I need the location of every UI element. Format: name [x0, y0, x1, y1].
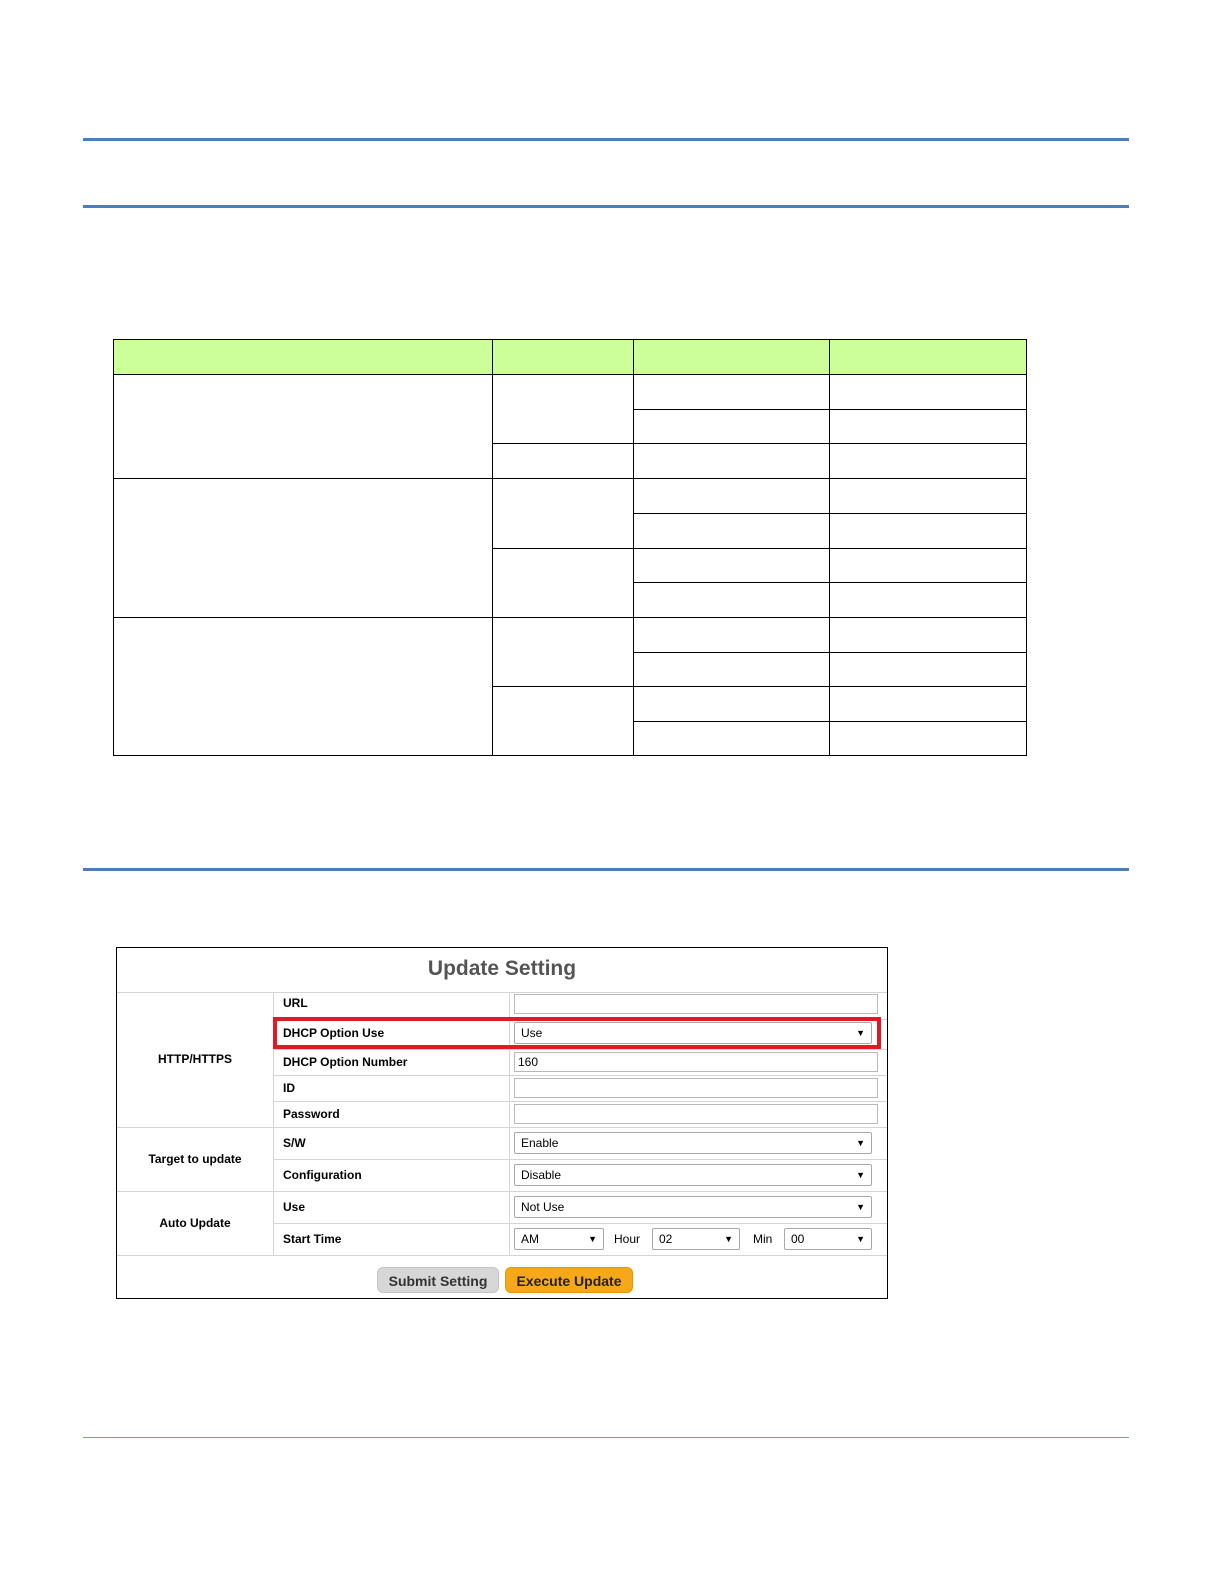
table-cell [113, 478, 493, 618]
row-divider [273, 1075, 887, 1076]
hour-select[interactable] [652, 1228, 740, 1250]
row-divider [273, 1159, 887, 1160]
table-cell [492, 686, 634, 756]
dropdown-arrow-icon: ▼ [856, 1028, 865, 1038]
table-cell [633, 617, 830, 653]
table-header-cell [829, 339, 1027, 375]
empty-table [113, 339, 1027, 756]
table-cell [633, 443, 830, 479]
id-label: ID [283, 1081, 295, 1095]
auto-update-use-label: Use [283, 1200, 306, 1214]
min-label: Min [753, 1232, 773, 1246]
sw-label: S/W [283, 1136, 306, 1150]
dropdown-arrow-icon: ▼ [856, 1170, 865, 1180]
hour-value: 02 [659, 1232, 673, 1246]
table-cell [829, 409, 1027, 444]
update-setting-panel [116, 947, 888, 1299]
table-header-cell [492, 339, 634, 375]
table-cell [633, 409, 830, 444]
table-cell [829, 721, 1027, 756]
table-cell [492, 478, 634, 549]
table-cell [829, 617, 1027, 653]
section-divider [83, 138, 1129, 141]
table-cell [829, 374, 1027, 410]
group-label-target: Target to update [148, 1152, 242, 1166]
table-cell [633, 686, 830, 722]
dropdown-arrow-icon: ▼ [856, 1138, 865, 1148]
group-label-http: HTTP/HTTPS [158, 1052, 232, 1066]
sw-select[interactable] [514, 1132, 872, 1154]
table-cell [829, 478, 1027, 514]
dropdown-arrow-icon: ▼ [856, 1234, 865, 1244]
dhcp-option-number-input[interactable]: 160 [514, 1052, 878, 1072]
table-cell [829, 686, 1027, 722]
min-select[interactable] [784, 1228, 872, 1250]
dhcp-option-use-value: Use [521, 1026, 543, 1040]
table-cell [829, 513, 1027, 549]
configuration-value: Disable [521, 1168, 562, 1182]
dropdown-arrow-icon: ▼ [856, 1202, 865, 1212]
row-divider [117, 1191, 887, 1192]
table-header-cell [113, 339, 493, 375]
configuration-select[interactable] [514, 1164, 872, 1186]
dhcp-option-number-label: DHCP Option Number [283, 1055, 408, 1069]
table-cell [829, 652, 1027, 687]
table-cell [633, 374, 830, 410]
panel-title: Update Setting [117, 948, 887, 993]
url-label: URL [283, 996, 308, 1010]
start-time-label: Start Time [283, 1232, 342, 1246]
table-cell [113, 617, 493, 756]
table-cell [633, 548, 830, 583]
auto-update-use-select[interactable] [514, 1196, 872, 1218]
table-cell [113, 374, 493, 479]
id-input[interactable] [514, 1078, 878, 1098]
table-cell [633, 582, 830, 618]
table-cell [633, 513, 830, 549]
submit-setting-button[interactable]: Submit Setting [377, 1267, 499, 1293]
dropdown-arrow-icon: ▼ [588, 1234, 597, 1244]
section-divider [83, 868, 1129, 871]
password-label: Password [283, 1107, 340, 1121]
min-value: 00 [791, 1232, 805, 1246]
url-input[interactable] [514, 994, 878, 1014]
row-divider [273, 1049, 887, 1050]
section-divider [83, 205, 1129, 208]
table-cell [633, 721, 830, 756]
table-cell [829, 443, 1027, 479]
password-input[interactable] [514, 1104, 878, 1124]
table-cell [492, 548, 634, 618]
table-cell [492, 374, 634, 444]
group-label-auto-update: Auto Update [159, 1216, 231, 1230]
auto-update-use-value: Not Use [521, 1200, 565, 1214]
am-pm-select[interactable] [514, 1228, 604, 1250]
sw-value: Enable [521, 1136, 559, 1150]
footer-divider [83, 1437, 1129, 1438]
table-cell [829, 582, 1027, 618]
table-header-cell [633, 339, 830, 375]
table-cell [829, 548, 1027, 583]
row-divider [273, 1223, 887, 1224]
execute-update-button[interactable]: Execute Update [505, 1267, 633, 1293]
row-divider [117, 1127, 887, 1128]
dhcp-option-use-label: DHCP Option Use [283, 1026, 385, 1040]
row-divider [117, 1255, 887, 1256]
table-cell [633, 478, 830, 514]
am-pm-value: AM [521, 1232, 539, 1246]
hour-label: Hour [614, 1232, 641, 1246]
dropdown-arrow-icon: ▼ [724, 1234, 733, 1244]
table-cell [492, 617, 634, 687]
table-cell [492, 443, 634, 479]
row-divider [273, 1101, 887, 1102]
table-cell [633, 652, 830, 687]
configuration-label: Configuration [283, 1168, 362, 1182]
highlight-box [273, 1017, 881, 1049]
